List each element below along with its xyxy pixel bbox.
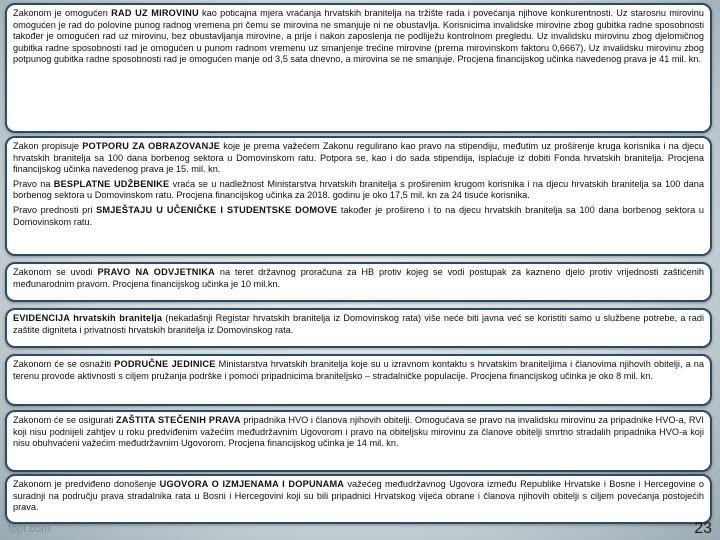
block-zastita-stecenih-prava [5,410,712,472]
block-ugovor-o-izmjenama [5,474,712,524]
block-evidencija [5,308,712,348]
paragraph: Zakonom se uvodi PRAVO NA ODVJETNIKA na teret državnog proračuna za HB protiv kojeg se vodi postupak za kazneno djelo protiv vrijednosti zaštićenih međunarodnim pravom. Procjena financijskog učinka je 10 mil.kn. [13,267,704,289]
block-rad-uz-mirovinu [5,3,712,133]
paragraph: Zakonom će se osnažiti PODRUČNE JEDINICE Ministarstva hrvatskih branitelja koje su u izravnom kontaktu s hrvatskim braniteljima i članovima njihovih obitelji, a na terenu provode aktivnosti s ciljem pružanja podrške i pomoći pripadnicima braniteljsko – stradalničke populacije. Procjena financijskog učinka je oko 8 mil. kn. [13,359,704,381]
paragraph: Zakonom će se osigurati ZAŠTITA STEČENIH PRAVA pripadnika HVO i članova njihovih obitelji. Omogućava se pravo na invalidsku mirovinu za pripadnike HVO-a, RVI koji nisu podnijeli zahtjev u roku predviđenim važećim međudržavnim Ugovorom i pravo na obiteljsku mirovinu za članove obitelji smrtno stradalih pripadnika HVO-a koji nisu obuhvaćeni važećim međudržavnim Ugovorom. Procjena financijskog učinka je 14 mil. kn. [13,415,704,449]
paragraph: Pravo na BESPLATNE UDŽBENIKE vraća se u nadležnost Ministarstva hrvatskih branitelja s proširenim krugom korisnika i na djecu hrvatskih branitelja sa 100 dana borbenog sektora u Domovinskom ratu. Procjena financijskog učinka za 2018. godinu je oko 17,5 mil. kn za 24 tisuće korisnika. [13,178,705,201]
paragraph: Zakon propisuje POTPORU ZA OBRAZOVANJE koje je prema važećem Zakonu regulirano kao pravo na stipendiju, međutim uz proširenje kruga korisnika i na djecu hrvatskih branitelja sa 100 dana borbenog sektora u Domovinskom ratu. Potpora se, kao i do sada stipendija, isplaćuje iz dobiti Fonda hrvatskih branitelja. Procjena financijskog učinka navedenog prava je 15. mil. kn. [13,141,704,175]
paragraph: Zakonom je predviđeno donošenje UGOVORA O IZMJENAMA I DOPUNAMA važećeg međudržavnog Ugovora između Republike Hrvatske i Bosne i Hercegovine o suradnji na području prava stradalnika rata u Bosni i Hercegovini koji su bili pripadnici Hrvatskog vijeća obrane i članova njihovih obitelji s ciljem povećanja postojećih prava. [13,479,704,513]
paragraph: EVIDENCIJA hrvatskih branitelja (nekadašnji Registar hrvatskih branitelja iz Domovinskog rata) više neće biti javna već se koristiti samo u službene potrebe, a radi zaštite digniteta i privatnosti hrvatskih branitelja iz Domovinskog rata. [13,313,704,335]
paragraph: Pravo prednosti pri SMJEŠTAJU U UČENIČKE I STUDENTSKE DOMOVE također je prošireno i to na djecu hrvatskih branitelja sa 100 dana borbenog sektora u Domovinskom ratu. [13,204,705,227]
block-pravo-na-odvjetnika [5,262,712,302]
block-podrucne-jedinice [5,354,712,406]
paragraph: Zakonom je omogućen RAD UZ MIROVINU kao poticajna mjera vraćanja hrvatskih branitelja na tržište rada i povećanja njihove konkurentnosti. Uz starosnu mirovinu omogućen je rad do polovine punog radnog vremena pri čemu se mirovina ne smanjuje ni ne obustavlja. Korisnicima invalidske mirovine zbog gubitka radne sposobnosti također je omogućen rad uz mirovinu, bez obustavljanja mirovine, a prije i nakon zaposlenja ne podliježu kontrolnom pregledu. Uz invalidsku mirovinu zbog djelomičnog gubitka radne sposobnosti rad je omogućen u punom radnom vremenu uz smanjenje trećine mirovine (prema mirovinskom faktoru 0,6667). Uz invalidsku mirovinu zbog potpunog gubitka radne sposobnosti rad je omogućen manje od 3,5 sata dnevno, a mirovina se ne smanjuje. Procjena financijskog učinka navedenog prava je 41 mil. kn. [13,8,704,65]
footer-logo: fppt.com [8,523,51,535]
page-number: 23 [694,520,712,537]
block-obrazovanje [5,136,712,256]
